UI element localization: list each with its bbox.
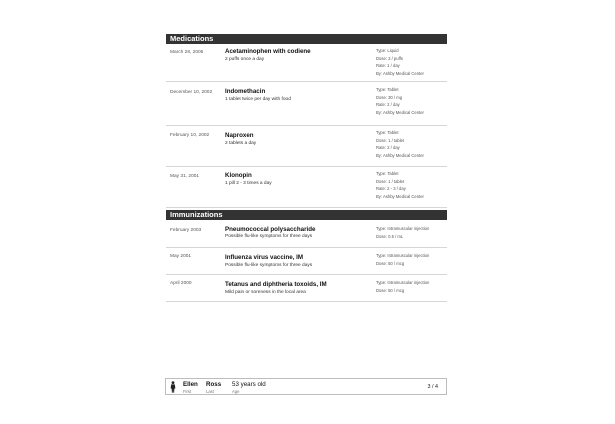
medication-instructions: 1 pill 2 - 3 times a day bbox=[225, 181, 272, 186]
medication-instructions: 1 tablet twice per day with food bbox=[225, 97, 291, 102]
medication-type: Type: Tablet bbox=[376, 87, 399, 92]
medication-details bbox=[376, 47, 424, 78]
medication-details bbox=[376, 129, 424, 160]
immunization-row bbox=[166, 220, 447, 248]
immunization-name: Tetanus and diphtheria toxoids, IM bbox=[225, 281, 327, 288]
immunization-dose: Dose: 50 / mcg bbox=[376, 260, 405, 266]
medication-row bbox=[166, 82, 447, 126]
immunizations-header: Immunizations bbox=[166, 210, 447, 220]
page-indicator: 3 / 4 bbox=[427, 384, 438, 390]
medication-details bbox=[376, 86, 424, 117]
immunization-name: Pneumococcal polysaccharide bbox=[225, 226, 316, 233]
medication-details bbox=[376, 170, 424, 201]
medication-type: Type: Tablet bbox=[376, 130, 399, 135]
medications-section bbox=[166, 34, 447, 208]
medication-date: March 28, 2005 bbox=[170, 50, 204, 55]
medication-date: December 10, 2002 bbox=[170, 90, 213, 95]
immunization-date: February 2003 bbox=[170, 228, 202, 233]
first-name-label: First bbox=[183, 389, 192, 394]
last-name-label: Last bbox=[206, 389, 214, 394]
medication-provider: By: Ashby Medical Center bbox=[376, 71, 424, 77]
immunization-dose: Dose: 0.5 / mL bbox=[376, 233, 404, 239]
medication-name: Naproxen bbox=[225, 132, 254, 139]
medication-rate: Rate: 1 / day bbox=[376, 63, 400, 69]
medication-provider: By: Ashby Medical Center bbox=[376, 194, 424, 200]
medication-type: Type: Tablet bbox=[376, 171, 399, 176]
immunization-row bbox=[166, 248, 447, 275]
medication-dose: Dose: 1 / tablet bbox=[376, 137, 405, 143]
immunization-details bbox=[376, 225, 429, 240]
medication-dose: Dose: 1 / tablet bbox=[376, 178, 405, 184]
immunization-date: May 2001 bbox=[170, 254, 192, 259]
immunization-type: Type: Intramuscular injection bbox=[376, 226, 430, 231]
medication-type: Type: Liquid bbox=[376, 48, 399, 53]
medication-instructions: 2 puffs once a day bbox=[225, 57, 265, 62]
immunization-name: Influenza virus vaccine, IM bbox=[225, 254, 304, 261]
medication-rate: Rate: 2 / day bbox=[376, 102, 400, 108]
medication-instructions: 2 tablets a day bbox=[225, 141, 257, 146]
medication-name: Klonopin bbox=[225, 172, 252, 179]
immunization-details bbox=[376, 252, 429, 267]
immunization-reaction: Possible flu-like symptoms for three days bbox=[225, 263, 313, 268]
age-label: Age bbox=[232, 389, 240, 394]
immunization-type: Type: Intramuscular injection bbox=[376, 253, 430, 258]
medication-date: February 10, 2002 bbox=[170, 133, 210, 138]
medication-date: May 31, 2001 bbox=[170, 174, 200, 179]
medication-provider: By: Ashby Medical Center bbox=[376, 110, 424, 116]
medication-dose: Dose: 3 / puffs bbox=[376, 55, 403, 61]
patient-footer bbox=[165, 378, 447, 395]
immunization-date: April 2000 bbox=[170, 281, 192, 286]
medication-row bbox=[166, 126, 447, 167]
medication-rate: Rate: 2 / day bbox=[376, 145, 400, 151]
immunization-reaction: Possible flu-like symptoms for three days bbox=[225, 234, 313, 239]
immunization-type: Type: Intramuscular injection bbox=[376, 280, 430, 285]
person-silhouette-icon bbox=[170, 381, 176, 393]
medication-row bbox=[166, 167, 447, 208]
patient-first-name: Ellen bbox=[183, 381, 198, 388]
medication-row bbox=[166, 44, 447, 82]
immunization-dose: Dose: 50 / mcg bbox=[376, 287, 405, 293]
medication-name: Acetaminophen with codiene bbox=[225, 48, 311, 55]
immunization-row bbox=[166, 275, 447, 302]
medications-header: Medications bbox=[166, 34, 447, 44]
immunization-details bbox=[376, 279, 429, 294]
immunization-reaction: Mild pain or soreness in the local area bbox=[225, 290, 306, 295]
patient-age: 53 years old bbox=[232, 381, 266, 388]
medication-dose: Dose: 30 / mg bbox=[376, 94, 403, 100]
immunizations-section bbox=[166, 210, 447, 302]
patient-last-name: Ross bbox=[206, 381, 222, 388]
medication-provider: By: Ashby Medical Center bbox=[376, 153, 424, 159]
medication-rate: Rate: 2 - 3 / day bbox=[376, 186, 406, 192]
medication-name: Indomethacin bbox=[225, 88, 266, 95]
